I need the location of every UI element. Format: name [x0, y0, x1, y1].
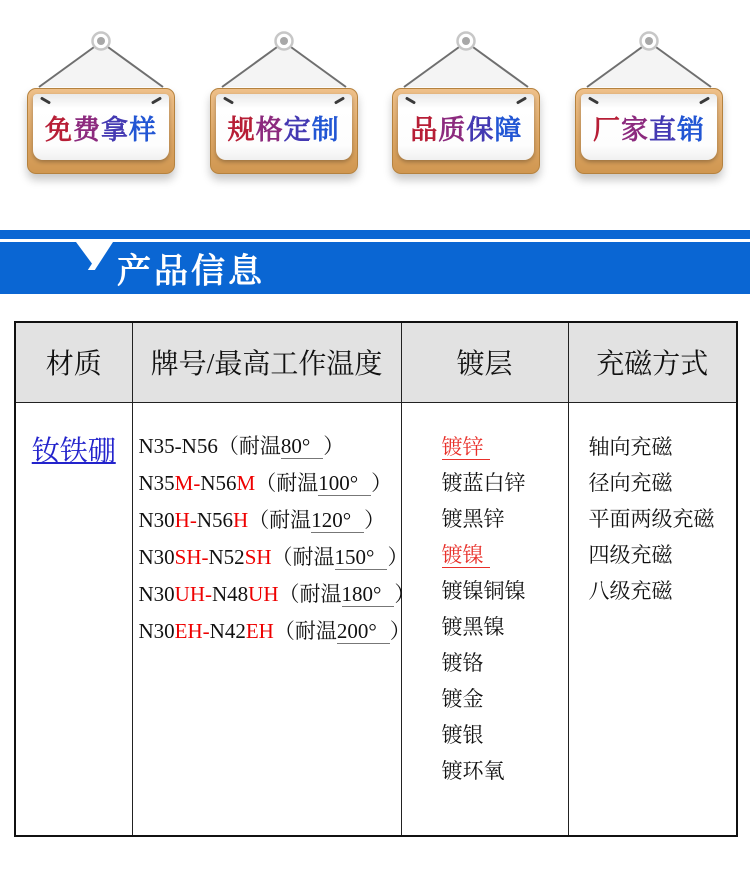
- col-header-magnetization: 充磁方式: [568, 322, 737, 402]
- hanger-strings-icon: [27, 30, 175, 88]
- grade-line: N30H-N56H（耐温120° ）: [138, 507, 386, 532]
- grade-line: N30UH-N48UH（耐温180° ）: [138, 581, 416, 606]
- pin-icon: [40, 96, 51, 104]
- hanging-sign: [27, 30, 175, 174]
- sign-label: 规格定制: [227, 114, 340, 145]
- table-header-row: [15, 322, 737, 402]
- product-info-banner: [0, 230, 750, 294]
- banner-title: 产品信息: [117, 252, 265, 291]
- sign-label: 厂家直销: [592, 114, 705, 145]
- coating-item: 镀金: [441, 686, 484, 711]
- magnetization-cell: [568, 402, 737, 836]
- sign-paper: [216, 94, 352, 160]
- magnetization-item: 径向充磁: [588, 470, 673, 495]
- sign-paper: [398, 94, 534, 160]
- pin-icon: [151, 96, 162, 104]
- sign-paper: [33, 94, 169, 160]
- product-info-table: [14, 321, 738, 837]
- magnetization-item: 轴向充磁: [588, 434, 673, 459]
- pin-icon: [699, 96, 710, 104]
- hanger-strings-icon: [210, 30, 358, 88]
- grade-line: N35M-N56M（耐温100° ）: [138, 470, 393, 495]
- coating-item: 镀铬: [441, 650, 484, 675]
- coatings-cell: [401, 402, 568, 836]
- sign-board: [392, 88, 540, 174]
- magnetization-item: 平面两级充磁: [588, 506, 715, 531]
- hanger-strings-icon: [392, 30, 540, 88]
- grade-line: N30EH-N42EH（耐温200° ）: [138, 618, 411, 643]
- sign-paper: [581, 94, 717, 160]
- magnetization-item: 八级充磁: [588, 578, 673, 603]
- coating-item: 镀银: [441, 722, 484, 747]
- coating-item: 镀黑锌: [441, 506, 505, 531]
- col-header-coating: 镀层: [401, 322, 568, 402]
- grades-cell: [132, 402, 416, 836]
- grade-line: N35-N56（耐温80° ）: [138, 433, 345, 458]
- hanging-sign: [210, 30, 358, 174]
- sign-label: 品质保障: [410, 114, 523, 145]
- table-body-row: [15, 402, 737, 836]
- material-cell: [15, 402, 132, 836]
- pin-icon: [516, 96, 527, 104]
- coating-item[interactable]: 镀锌: [442, 429, 568, 465]
- material-link[interactable]: 钕铁硼: [31, 435, 116, 467]
- hanging-sign: [392, 30, 540, 174]
- coating-item: 镀黑镍: [441, 614, 505, 639]
- col-header-grade-temp: 牌号/最高工作温度: [132, 322, 401, 402]
- hanging-signs-row: [0, 0, 750, 174]
- hanger-strings-icon: [575, 30, 723, 88]
- coating-item: 镀镍铜镍: [441, 578, 526, 603]
- magnetization-item: 四级充磁: [588, 542, 673, 567]
- sign-board: [27, 88, 175, 174]
- pin-icon: [223, 96, 234, 104]
- coating-item: 镀环氧: [441, 758, 505, 783]
- sign-label: 免费拿样: [45, 114, 157, 145]
- pin-icon: [405, 96, 416, 104]
- pin-icon: [588, 96, 599, 104]
- banner-main: [0, 242, 750, 294]
- pin-icon: [334, 96, 345, 104]
- sign-board: [575, 88, 723, 174]
- coating-item[interactable]: 镀镍: [442, 537, 568, 573]
- banner-accent-strip: [0, 230, 750, 239]
- sign-board: [210, 88, 358, 174]
- hanging-sign: [575, 30, 723, 174]
- coating-item: 镀蓝白锌: [441, 470, 526, 495]
- col-header-material: 材质: [15, 322, 132, 402]
- grade-line: N30SH-N52SH（耐温150° ）: [138, 544, 409, 569]
